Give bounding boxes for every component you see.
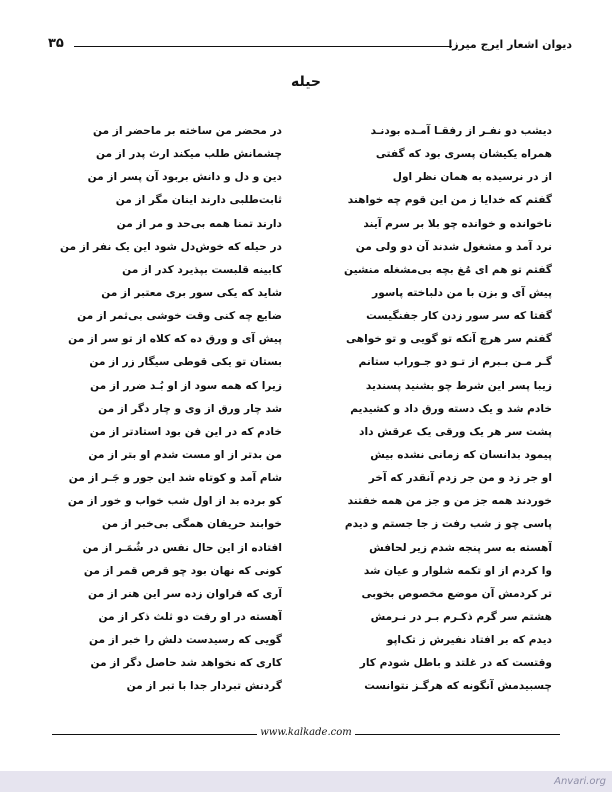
- verse-hemistich-right: هشتم سر گرم ذکـرم بـر در نـرمش: [370, 610, 552, 623]
- verse-hemistich-left: خادم که در این فن بود استادتر از من: [89, 425, 282, 438]
- verse-hemistich-left: گردنش تبردار جدا با تبر از من: [126, 680, 282, 693]
- verse-hemistich-right: از در نرسیده به همان نظر اول: [392, 171, 552, 184]
- verse-hemistich-left: دارند تمنا همه بی‌حد و مر از من: [116, 217, 282, 230]
- verse-hemistich-left: آری که فراوان زده سر این هنر از من: [88, 587, 282, 600]
- verse-hemistich-right: گفتم سر هرچ آنکه تو گویی و تو خواهی: [346, 333, 552, 346]
- verse-hemistich-left: ثابت‌طلبی دارند اینان مگر از من: [115, 194, 282, 207]
- verse-hemistich-right: گفتم تو هم ای مُغ بچه بی‌مشغله منشین: [344, 263, 552, 276]
- verse-hemistich-right: پیمود بدانسان که زمانی نشده بیش: [370, 448, 552, 461]
- verse-hemistich-right: پیش آی و بزن با من دلباخته پاسور: [372, 286, 552, 299]
- page-footer: [52, 727, 560, 741]
- verse-hemistich-right: گفتا که سر سور زدن کار جفنگیست: [366, 310, 552, 323]
- verse-hemistich-left: گویی که رسیدست دلش را خبر از من: [89, 634, 282, 647]
- page-header: [40, 36, 572, 56]
- watermark: Anvari.org: [554, 776, 606, 787]
- verse-hemistich-right: چسبیدمش آنگونه که هرگـز نتوانست: [364, 680, 552, 693]
- verse-hemistich-right: خادم شد و یک دسته ورق داد و کشیدیم: [350, 402, 552, 415]
- verse-hemistich-right: دیشب دو نفـر از رفقـا آمـده بودنـد: [370, 125, 552, 137]
- verse-hemistich-left: در حیله که خوش‌دل شود این یک نفر از من: [60, 240, 282, 253]
- verse-hemistich-left: در محضر من ساخته بر ماحضر از من: [92, 125, 282, 137]
- right-hemistich-column: [332, 120, 552, 699]
- verse-hemistich-left: کو برده بد از اول شب خواب و خور از من: [67, 495, 282, 508]
- verse-hemistich-right: او جر زد و من جر زدم آنقدر که آخر: [368, 472, 552, 485]
- verse-hemistich-right: تر کردمش آن موضع مخصوص بخوبی: [361, 587, 552, 600]
- verse-hemistich-right: پشت سر هر یک ورقی یک عرقش داد: [359, 425, 552, 438]
- verse-hemistich-left: پیش آی و ورق ده که کلاه از تو سر از من: [68, 333, 282, 346]
- footer-rule-right: [355, 734, 560, 735]
- verse-hemistich-right: آهسته به سر پنجه شدم زیر لحافش: [369, 541, 552, 554]
- verse-hemistich-left: کونی که نهان بود چو قرص قمر از من: [83, 564, 282, 577]
- verse-hemistich-right: وقتست که در غلتد و باطل شودم کار: [359, 657, 552, 670]
- verse-hemistich-left: خوابند حریفان همگی بی‌خبر از من: [101, 518, 282, 531]
- bottom-band: [0, 771, 612, 792]
- verse-hemistich-left: افتاده از این حال نفس در شُمَـر از من: [82, 541, 282, 554]
- poem-title: حیله: [290, 74, 321, 90]
- verse-hemistich-right: گفتم که خدایا ز من این قوم چه خواهند: [347, 194, 552, 207]
- verse-hemistich-right: ناخوانده و خوانده چو بلا بر سرم آیند: [363, 217, 552, 230]
- verse-hemistich-right: خوردند همه جز من و جز من همه خفتند: [347, 495, 552, 508]
- verse-hemistich-right: زیبا پسر این شرط چو بشنید پسندید: [365, 379, 552, 392]
- verse-hemistich-right: نرد آمد و مشغول شدند آن دو ولی من: [355, 240, 552, 253]
- verse-hemistich-left: بستان تو یکی قوطی سیگار زر از من: [89, 356, 282, 369]
- page-number: ۳۵: [48, 36, 64, 51]
- verse-hemistich-left: شام آمد و کوتاه شد این جور و جَـر از من: [68, 472, 282, 485]
- header-rule: [74, 46, 452, 47]
- verse-hemistich-right: دیدم که بر افتاد نفیرش ز تک‌اپو: [386, 634, 552, 647]
- verse-hemistich-right: پاسی چو ز شب رفت ز جا جستم و دیدم: [344, 518, 552, 531]
- footer-website-link[interactable]: www.kalkade.com: [260, 727, 352, 738]
- verse-hemistich-left: زیرا که همه سود از او بُـد ضرر از من: [90, 379, 282, 392]
- verse-hemistich-left: کابینه قلبست بپذیرد کدر از من: [122, 263, 282, 276]
- verse-hemistich-left: ضایع چه کنی وقت خوشی بی‌ثمر از من: [77, 310, 282, 323]
- verse-hemistich-left: چشمانش طلب میکند ارث پدر از من: [96, 148, 282, 161]
- verse-hemistich-left: شاید که یکی سور بری معتبر از من: [101, 286, 282, 299]
- left-hemistich-column: [60, 120, 282, 699]
- verse-hemistich-left: من بدتر از او مست شدم او بتر از من: [88, 448, 282, 461]
- running-title: دیوان اشعار ایرج میرزا: [448, 38, 572, 51]
- verse-hemistich-left: شد چار ورق از وی و چار دگر از من: [98, 402, 282, 415]
- verse-hemistich-right: گـر مـن بـبرم از تـو دو جـوراب ستانم: [358, 356, 552, 369]
- verse-hemistich-right: همراه یکیشان پسری بود که گفتی: [375, 148, 552, 161]
- verse-hemistich-left: دین و دل و دانش بربود آن پسر از من: [87, 171, 282, 184]
- verse-hemistich-right: وا کردم از او تکمه شلوار و عیان شد: [363, 564, 552, 577]
- verse-hemistich-left: آهسته در او رفت دو ثلث ذکر از من: [98, 610, 282, 623]
- verse-hemistich-left: کاری که نخواهد شد حاصل دگر از من: [90, 657, 282, 670]
